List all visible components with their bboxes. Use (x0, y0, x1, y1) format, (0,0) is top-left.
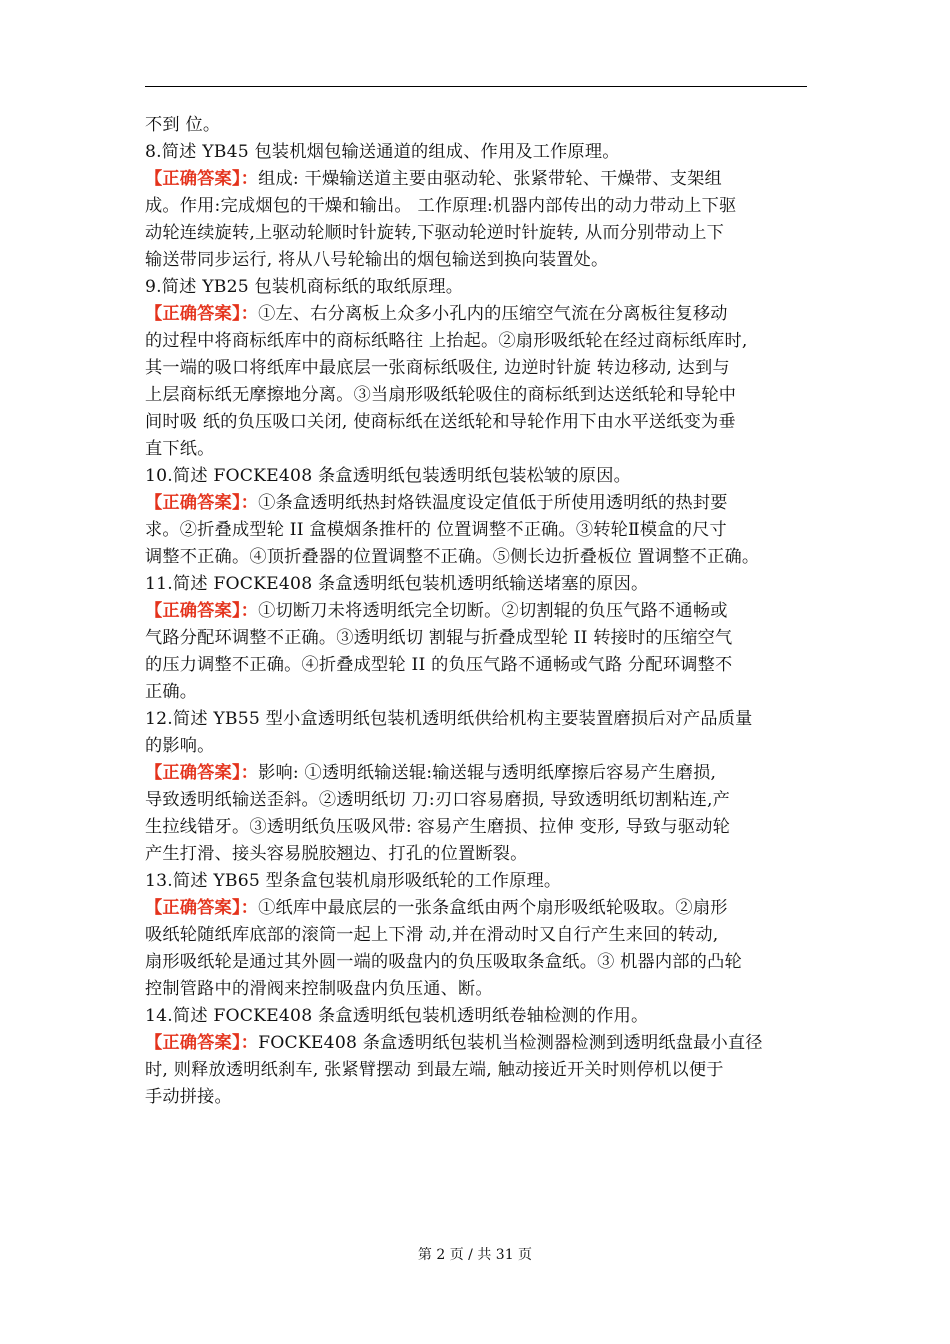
answer-line (145, 1030, 810, 1057)
answer-label: 【正确答案】： (145, 304, 259, 324)
line-text: 直下纸。 (145, 439, 215, 459)
text-line (145, 679, 810, 706)
text-line (145, 274, 810, 301)
text-line (145, 841, 810, 868)
text-line (145, 868, 810, 895)
line-text: 气路分配环调整不正确。③透明纸切 割辊与折叠成型轮 II 转接时的压缩空气 (145, 628, 733, 648)
text-line (145, 355, 810, 382)
text-line (145, 625, 810, 652)
text-line (145, 220, 810, 247)
line-text: 10.简述 FOCKE408 条盒透明纸包装透明纸包装松皱的原因。 (145, 466, 631, 486)
line-text: 手动拼接。 (145, 1087, 232, 1107)
header-rule (145, 86, 807, 87)
line-text: 产生打滑、接头容易脱胶翘边、打孔的位置断裂。 (145, 844, 528, 864)
text-line (145, 409, 810, 436)
text-line (145, 1003, 810, 1030)
line-text: 11.简述 FOCKE408 条盒透明纸包装机透明纸输送堵塞的原因。 (145, 574, 649, 594)
answer-label: 【正确答案】： (145, 493, 259, 513)
line-text: 扇形吸纸轮是通过其外圆一端的吸盘内的负压吸取条盒纸。③ 机器内部的凸轮 (145, 952, 742, 972)
line-text: 不到 位。 (145, 115, 221, 135)
line-text: 求。②折叠成型轮 II 盒模烟条推杆的 位置调整不正确。③转轮Ⅱ模盒的尺寸 (145, 520, 727, 540)
text-line (145, 733, 810, 760)
text-line (145, 517, 810, 544)
text-line (145, 652, 810, 679)
text-line (145, 814, 810, 841)
line-text: 8.简述 YB45 包装机烟包输送通道的组成、作用及工作原理。 (145, 142, 620, 162)
answer-line (145, 598, 810, 625)
line-text: ①切断刀未将透明纸完全切断。②切割辊的负压气路不通畅或 (258, 601, 728, 621)
line-text: 组成: 干燥输送道主要由驱动轮、张紧带轮、干燥带、支架组 (258, 169, 722, 189)
line-text: 影响: ①透明纸输送辊:输送辊与透明纸摩擦后容易产生磨损, (258, 763, 717, 783)
text-line (145, 706, 810, 733)
text-line (145, 949, 810, 976)
text-line (145, 787, 810, 814)
line-text: 控制管路中的滑阀来控制吸盘内负压通、断。 (145, 979, 493, 999)
answer-label: 【正确答案】： (145, 763, 259, 783)
line-text: 其一端的吸口将纸库中最底层一张商标纸吸住, 边逆时针旋 转边移动, 达到与 (145, 358, 730, 378)
answer-line (145, 895, 810, 922)
text-line (145, 382, 810, 409)
text-line (145, 139, 810, 166)
line-text: 输送带同步运行, 将从八号轮输出的烟包输送到换向装置处。 (145, 250, 609, 270)
answer-line (145, 166, 810, 193)
line-text: 正确。 (145, 682, 198, 702)
line-text: 时, 则释放透明纸刹车, 张紧臂摆动 到最左端, 触动接近开关时则停机以便于 (145, 1060, 724, 1080)
text-line (145, 193, 810, 220)
text-line (145, 436, 810, 463)
text-line (145, 328, 810, 355)
text-line (145, 976, 810, 1003)
line-text: FOCKE408 条盒透明纸包装机当检测器检测到透明纸盘最小直径 (258, 1033, 763, 1053)
page-footer: 第 2 页 / 共 31 页 (417, 1247, 533, 1263)
line-text: 间时吸 纸的负压吸口关闭, 使商标纸在送纸轮和导轮作用下由水平送纸变为垂 (145, 412, 736, 432)
text-line (145, 247, 810, 274)
line-text: 的压力调整不正确。④折叠成型轮 II 的负压气路不通畅或气路 分配环调整不 (145, 655, 733, 675)
answer-line (145, 760, 810, 787)
text-line (145, 1084, 810, 1111)
line-text: ①纸库中最底层的一张条盒纸由两个扇形吸纸轮吸取。②扇形 (258, 898, 728, 918)
line-text: 吸纸轮随纸库底部的滚筒一起上下滑 动,并在滑动时又自行产生来回的转动, (145, 925, 719, 945)
line-text: 动轮连续旋转,上驱动轮顺时针旋转,下驱动轮逆时针旋转, 从而分别带动上下 (145, 223, 725, 243)
text-line (145, 922, 810, 949)
line-text: 的过程中将商标纸库中的商标纸略往 上抬起。②扇形吸纸轮在经过商标纸库时, (145, 331, 748, 351)
line-text: 上层商标纸无摩擦地分离。③当扇形吸纸轮吸住的商标纸到达送纸轮和导轮中 (145, 385, 737, 405)
line-text: 成。作用:完成烟包的干燥和输出。 工作原理:机器内部传出的动力带动上下驱 (145, 196, 737, 216)
line-text: 导致透明纸输送歪斜。②透明纸切 刀:刃口容易磨损, 导致透明纸切割粘连,产 (145, 790, 731, 810)
text-line (145, 112, 810, 139)
line-text: 14.简述 FOCKE408 条盒透明纸包装机透明纸卷轴检测的作用。 (145, 1006, 649, 1026)
line-text: 生拉线错牙。③透明纸负压吸风带: 容易产生磨损、拉伸 变形, 导致与驱动轮 (145, 817, 731, 837)
text-line (145, 1057, 810, 1084)
answer-line (145, 301, 810, 328)
line-text: 调整不正确。④顶折叠器的位置调整不正确。⑤侧长边折叠板位 置调整不正确。 (145, 547, 760, 567)
answer-label: 【正确答案】： (145, 1033, 259, 1053)
line-text: 9.简述 YB25 包装机商标纸的取纸原理。 (145, 277, 464, 297)
line-text: 12.简述 YB55 型小盒透明纸包装机透明纸供给机构主要装置磨损后对产品质量 (145, 709, 753, 729)
text-line (145, 544, 810, 571)
text-line (145, 463, 810, 490)
answer-label: 【正确答案】： (145, 601, 259, 621)
document-body (145, 112, 810, 1111)
line-text: ①条盒透明纸热封烙铁温度设定值低于所使用透明纸的热封要 (258, 493, 728, 513)
line-text: 13.简述 YB65 型条盒包装机扇形吸纸轮的工作原理。 (145, 871, 562, 891)
answer-label: 【正确答案】： (145, 898, 259, 918)
line-text: ①左、右分离板上众多小孔内的压缩空气流在分离板往复移动 (258, 304, 728, 324)
text-line (145, 571, 810, 598)
answer-label: 【正确答案】： (145, 169, 259, 189)
line-text: 的影响。 (145, 736, 215, 756)
answer-line (145, 490, 810, 517)
